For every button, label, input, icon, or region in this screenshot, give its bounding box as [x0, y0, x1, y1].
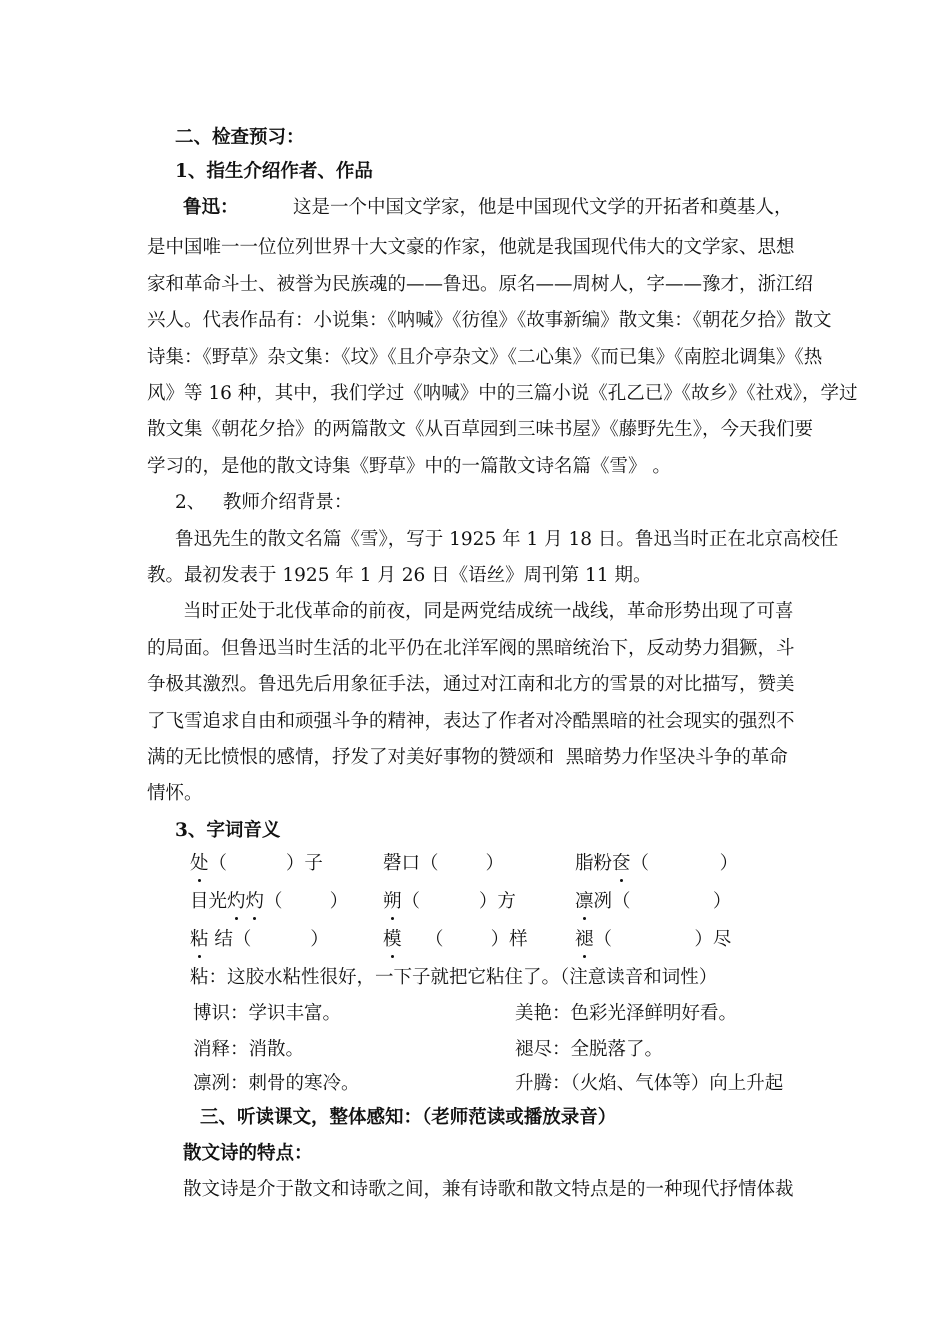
luxun-line-7: 散文集《朝花夕拾》的两篇散文《从百草园到三味书屋》《藤野先生》，今天我们要	[147, 419, 814, 440]
context-line-2: 的局面。但鲁迅当时生活的北平仍在北洋军阀的黑暗统治下，反动势力猖獗，斗	[147, 638, 795, 659]
item3-title: 3、字词音义	[175, 820, 281, 841]
luxun-line-3: 家和革命斗士、被誉为民族魂的——鲁迅。原名——周树人，字——豫才，浙江绍	[147, 274, 814, 295]
pinyin-item: 粘 结（ ）	[190, 929, 329, 950]
pinyin-item: 目光灼灼（ ）	[190, 891, 349, 912]
pinyin-item: 朔（ ）方	[383, 891, 516, 912]
usage-note: 粘：这胶水粘性很好，一下子就把它粘住了。（注意读音和词性）	[190, 967, 718, 988]
background-line-2: 教。最初发表于 1925 年 1 月 26 日《语丝》周刊第 11 期。	[147, 565, 652, 586]
pinyin-item: 模 （ ）样	[383, 929, 528, 950]
pinyin-item: 褪（ ）尽	[575, 929, 732, 950]
definition-right: 褪尽：全脱落了。	[515, 1039, 664, 1060]
background-line-1: 鲁迅先生的散文名篇《雪》，写于 1925 年 1 月 18 日。鲁迅当时正在北京高校任	[175, 529, 839, 550]
luxun-label: 鲁迅：	[183, 197, 239, 218]
item1-title: 1、指生介绍作者、作品	[175, 161, 373, 182]
prose-poem-body: 散文诗是介于散文和诗歌之间，兼有诗歌和散文特点是的一种现代抒情体裁	[183, 1179, 794, 1200]
definition-left: 博识：学识丰富。	[193, 1003, 342, 1024]
definition-left: 凛冽：刺骨的寒冷。	[193, 1073, 360, 1094]
definition-right: 美艳：色彩光泽鲜明好看。	[515, 1003, 738, 1024]
item2-title: 2、 教师介绍背景：	[175, 492, 353, 513]
luxun-line-1: 这是一个中国文学家，他是中国现代文学的开拓者和奠基人，	[293, 197, 793, 218]
luxun-line-2: 是中国唯一一位位列世界十大文豪的作家，他就是我国现代伟大的文学家、思想	[147, 237, 795, 258]
context-line-6: 情怀。	[147, 783, 203, 804]
luxun-line-5: 诗集：《野草》杂文集：《坟》《且介亭杂文》《二心集》《而已集》《南腔北调集》《热	[147, 347, 823, 368]
luxun-line-4: 兴人。代表作品有：小说集：《呐喊》《彷徨》《故事新编》散文集：《朝花夕拾》散文	[147, 310, 832, 331]
context-line-4: 了飞雪追求自由和顽强斗争的精神，表达了作者对冷酷黑暗的社会现实的强烈不	[147, 711, 795, 732]
context-line-3: 争极其激烈。鲁迅先后用象征手法，通过对江南和北方的雪景的对比描写，赞美	[147, 674, 795, 695]
context-line-5: 满的无比愤恨的感情，抒发了对美好事物的赞颂和 黑暗势力作坚决斗争的革命	[147, 747, 788, 768]
section-heading-listen: 三、听读课文，整体感知：（老师范读或播放录音）	[200, 1107, 617, 1128]
luxun-line-6: 风》等 16 种，其中，我们学过《呐喊》中的三篇小说《孔乙已》《故乡》《社戏》，学过	[147, 383, 858, 404]
section-heading-review: 二、检查预习：	[175, 127, 305, 148]
context-line-1: 当时正处于北伐革命的前夜，同是两党结成统一战线，革命形势出现了可喜	[183, 601, 794, 622]
luxun-line-8: 学习的，是他的散文诗集《野草》中的一篇散文诗名篇《雪》 。	[147, 456, 671, 477]
pinyin-item: 脂粉奁（ ）	[575, 853, 739, 874]
pinyin-item: 磬口（ ）	[383, 853, 505, 874]
pinyin-item: 处（ ）子	[190, 853, 323, 874]
pinyin-item: 凛冽（ ）	[575, 891, 732, 912]
definition-right: 升腾：（火焰、气体等）向上升起	[515, 1073, 784, 1094]
prose-poem-subheading: 散文诗的特点：	[183, 1143, 313, 1164]
definition-left: 消释：消散。	[193, 1039, 305, 1060]
